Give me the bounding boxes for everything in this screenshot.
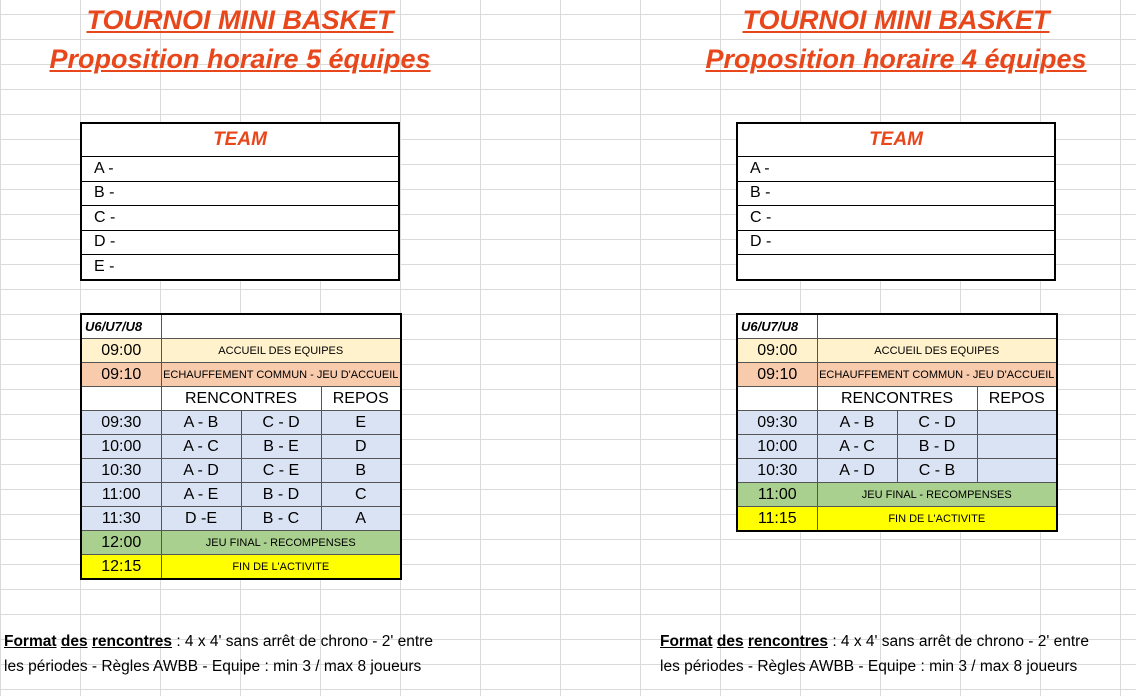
match-1: A - B bbox=[817, 411, 897, 435]
welcome-time: 09:00 bbox=[81, 339, 161, 363]
warmup-label: ECHAUFFEMENT COMMUN - JEU D'ACCUEIL bbox=[161, 363, 401, 387]
left-panel bbox=[0, 0, 560, 696]
schedule-subtitle: Proposition horaire 4 équipes bbox=[705, 44, 1087, 74]
round-time: 10:30 bbox=[81, 459, 161, 483]
note-word-rencontres: rencontres bbox=[91, 633, 173, 650]
match-1: A - C bbox=[161, 435, 241, 459]
schedule-table bbox=[736, 313, 1058, 532]
match-2: B - E bbox=[241, 435, 321, 459]
match-2: C - D bbox=[241, 411, 321, 435]
match-1: A - E bbox=[161, 483, 241, 507]
category-label: U6/U7/U8 bbox=[737, 314, 817, 339]
match-1: A - D bbox=[817, 459, 897, 483]
team-row[interactable]: E - bbox=[81, 255, 399, 280]
end-label: FIN DE L'ACTIVITE bbox=[161, 555, 401, 580]
category-empty bbox=[161, 314, 401, 339]
rest-team: C bbox=[321, 483, 401, 507]
round-time: 11:00 bbox=[81, 483, 161, 507]
note-line1: : 4 x 4' sans arrêt de chrono - 2' entre bbox=[172, 633, 433, 650]
welcome-label: ACCUEIL DES EQUIPES bbox=[161, 339, 401, 363]
team-row[interactable]: D - bbox=[81, 230, 399, 255]
note-word-des: des bbox=[716, 633, 744, 650]
match-2: C - D bbox=[897, 411, 977, 435]
matches-header: RENCONTRES bbox=[161, 387, 321, 411]
team-row[interactable]: C - bbox=[81, 206, 399, 231]
right-panel bbox=[656, 0, 1136, 696]
category-empty bbox=[817, 314, 1057, 339]
final-time: 11:00 bbox=[737, 483, 817, 507]
match-2: B - D bbox=[897, 435, 977, 459]
round-time: 10:00 bbox=[81, 435, 161, 459]
team-row[interactable]: A - bbox=[737, 157, 1055, 182]
round-time: 09:30 bbox=[81, 411, 161, 435]
team-table bbox=[736, 122, 1056, 281]
round-time: 10:00 bbox=[737, 435, 817, 459]
final-label: JEU FINAL - RECOMPENSES bbox=[161, 531, 401, 555]
team-row[interactable]: B - bbox=[81, 181, 399, 206]
match-2: B - D bbox=[241, 483, 321, 507]
note-word-rencontres: rencontres bbox=[747, 633, 829, 650]
final-label: JEU FINAL - RECOMPENSES bbox=[817, 483, 1057, 507]
round-time: 11:30 bbox=[81, 507, 161, 531]
note-word-format: Format bbox=[660, 633, 713, 650]
warmup-time: 09:10 bbox=[737, 363, 817, 387]
rest-team bbox=[977, 435, 1057, 459]
match-1: A - B bbox=[161, 411, 241, 435]
schedule-subtitle: Proposition horaire 5 équipes bbox=[49, 44, 431, 74]
match-2: B - C bbox=[241, 507, 321, 531]
format-note bbox=[660, 629, 1136, 679]
end-label: FIN DE L'ACTIVITE bbox=[817, 507, 1057, 532]
end-time: 12:15 bbox=[81, 555, 161, 580]
note-line1: : 4 x 4' sans arrêt de chrono - 2' entre bbox=[828, 633, 1089, 650]
rest-header: REPOS bbox=[321, 387, 401, 411]
match-1: A - D bbox=[161, 459, 241, 483]
team-header: TEAM bbox=[737, 123, 1055, 157]
match-1: D -E bbox=[161, 507, 241, 531]
rest-team bbox=[977, 459, 1057, 483]
match-1: A - C bbox=[817, 435, 897, 459]
rest-team: E bbox=[321, 411, 401, 435]
end-time: 11:15 bbox=[737, 507, 817, 532]
team-header: TEAM bbox=[81, 123, 399, 157]
note-word-des: des bbox=[60, 633, 88, 650]
warmup-label: ECHAUFFEMENT COMMUN - JEU D'ACCUEIL bbox=[817, 363, 1057, 387]
team-row[interactable]: B - bbox=[737, 181, 1055, 206]
tournament-title: TOURNOI MINI BASKET bbox=[742, 5, 1050, 35]
format-note bbox=[4, 629, 564, 679]
header-empty bbox=[737, 387, 817, 411]
welcome-label: ACCUEIL DES EQUIPES bbox=[817, 339, 1057, 363]
team-row[interactable]: D - bbox=[737, 230, 1055, 255]
rest-header: REPOS bbox=[977, 387, 1057, 411]
round-time: 10:30 bbox=[737, 459, 817, 483]
note-line2: les périodes - Règles AWBB - Equipe : min 3 / max 8 joueurs bbox=[4, 658, 422, 675]
note-line2: les périodes - Règles AWBB - Equipe : min 3 / max 8 joueurs bbox=[660, 658, 1078, 675]
team-table bbox=[80, 122, 400, 281]
welcome-time: 09:00 bbox=[737, 339, 817, 363]
matches-header: RENCONTRES bbox=[817, 387, 977, 411]
team-row[interactable]: A - bbox=[81, 157, 399, 182]
warmup-time: 09:10 bbox=[81, 363, 161, 387]
rest-team bbox=[977, 411, 1057, 435]
header-empty bbox=[81, 387, 161, 411]
rest-team: A bbox=[321, 507, 401, 531]
schedule-table bbox=[80, 313, 402, 580]
match-2: C - E bbox=[241, 459, 321, 483]
rest-team: D bbox=[321, 435, 401, 459]
rest-team: B bbox=[321, 459, 401, 483]
match-2: C - B bbox=[897, 459, 977, 483]
team-row[interactable]: C - bbox=[737, 206, 1055, 231]
round-time: 09:30 bbox=[737, 411, 817, 435]
final-time: 12:00 bbox=[81, 531, 161, 555]
note-word-format: Format bbox=[4, 633, 57, 650]
category-label: U6/U7/U8 bbox=[81, 314, 161, 339]
team-row[interactable] bbox=[737, 255, 1055, 280]
tournament-title: TOURNOI MINI BASKET bbox=[86, 5, 394, 35]
